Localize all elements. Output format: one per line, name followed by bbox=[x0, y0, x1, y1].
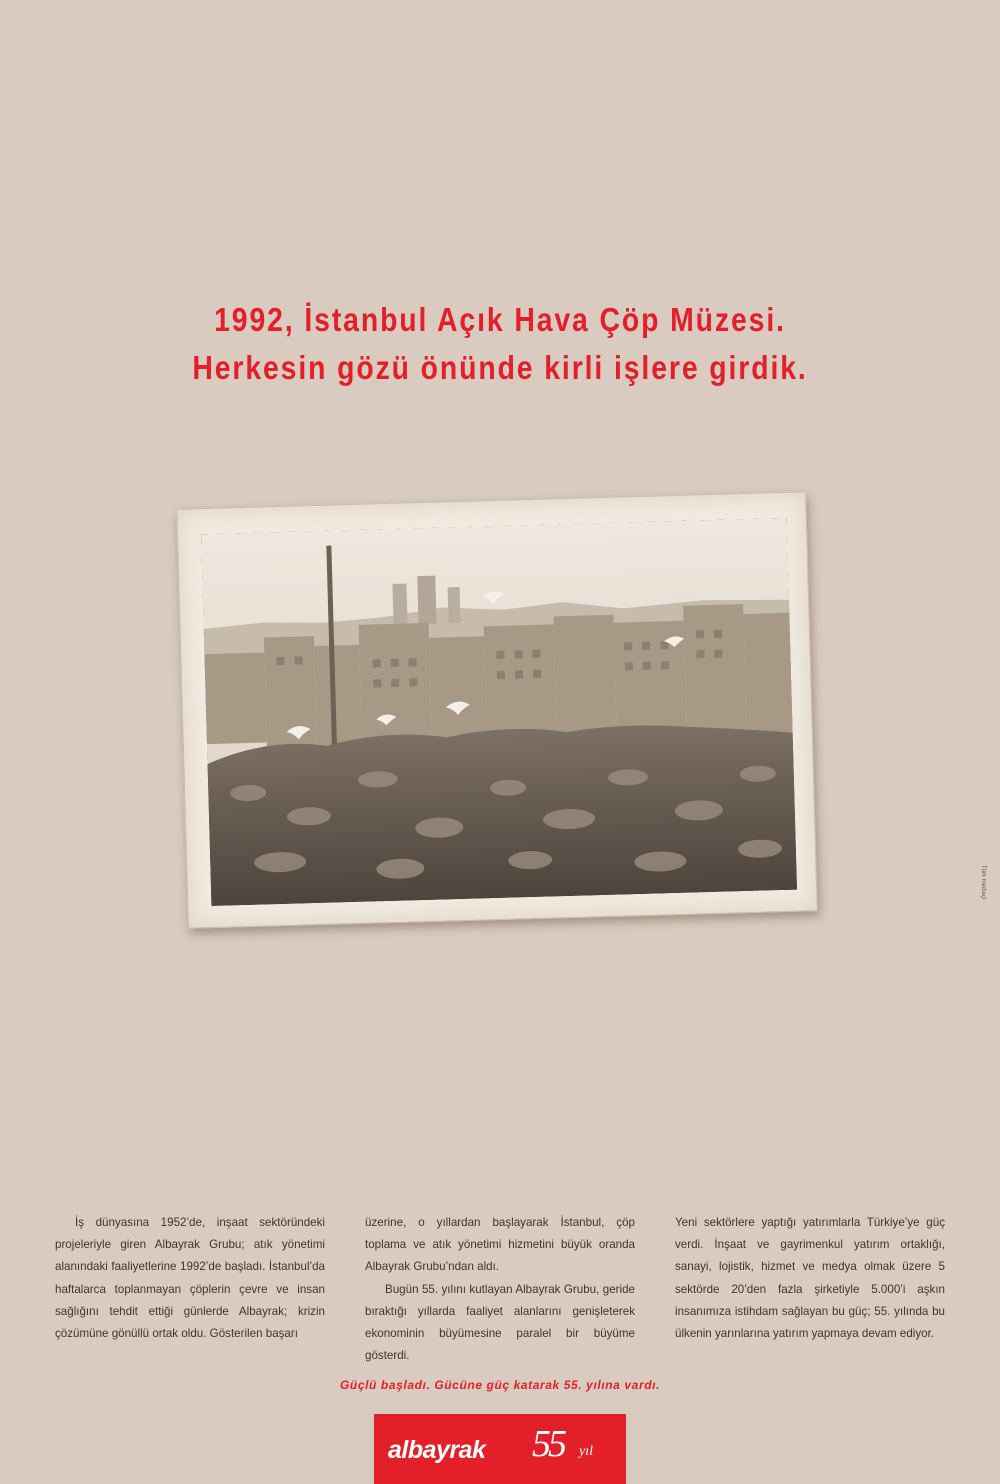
body-paragraph: İş dünyasına 1952’de, inşaat sektöründeki projeleriyle giren Albayrak Grubu; atık yönetimi alanındaki faaliyetlerine 1992’de başladı. İstanbul’da haftalarca toplanmayan çöplerin çevre ve insan sağlığını tehdit ettiği günlerde Albayrak; krizin çözümüne gönüllü ortak oldu. Gösterilen başarı bbox=[55, 1216, 325, 1341]
body-paragraph: üzerine, o yıllardan başlayarak İstanbul, çöp toplama ve atık yönetimi hizmetini büyük oranda Albayrak Grubu’ndan aldı. bbox=[365, 1216, 635, 1274]
body-column-3 bbox=[675, 1212, 945, 1345]
logo-brand-name: albayrak bbox=[388, 1436, 486, 1464]
landfill-photo-image bbox=[201, 518, 797, 906]
headline-line-1: 1992, İstanbul Açık Hava Çöp Müzesi. bbox=[214, 301, 786, 338]
headline bbox=[0, 296, 1000, 392]
headline-line-2: Herkesin gözü önünde kirli işlere girdik. bbox=[192, 349, 808, 386]
side-credit: Türk mediaçi bbox=[980, 865, 986, 900]
albayrak-logo bbox=[374, 1414, 626, 1484]
body-column-1 bbox=[55, 1212, 325, 1345]
tagline: Güçlü başladı. Gücüne güç katarak 55. yılına vardı. bbox=[339, 1378, 661, 1392]
logo-years: 55 bbox=[532, 1423, 564, 1465]
body-paragraph: Yeni sektörlere yaptığı yatırımlarla Türkiye’ye güç verdi. İnşaat ve gayrimenkul yatırım ortaklığı, sanayi, lojistik, hizmet ve medya olmak üzere 5 sektörde 20’den fazla şirketiyle 5.000’i aşkın insanımıza istihdam sağlayan bu güç; 55. yılında bu ülkenin yarınlarına yatırım yapmaya devam ediyor. bbox=[675, 1216, 945, 1341]
vintage-photo bbox=[176, 491, 817, 928]
logo-years-suffix: yıl bbox=[579, 1444, 593, 1459]
body-paragraph: Bugün 55. yılını kutlayan Albayrak Grubu, geride bıraktığı yıllarda faaliyet alanlarını genişleterek ekonominin büyümesine paralel bir büyüme gösterdi. bbox=[365, 1282, 635, 1363]
body-column-2 bbox=[365, 1212, 635, 1367]
